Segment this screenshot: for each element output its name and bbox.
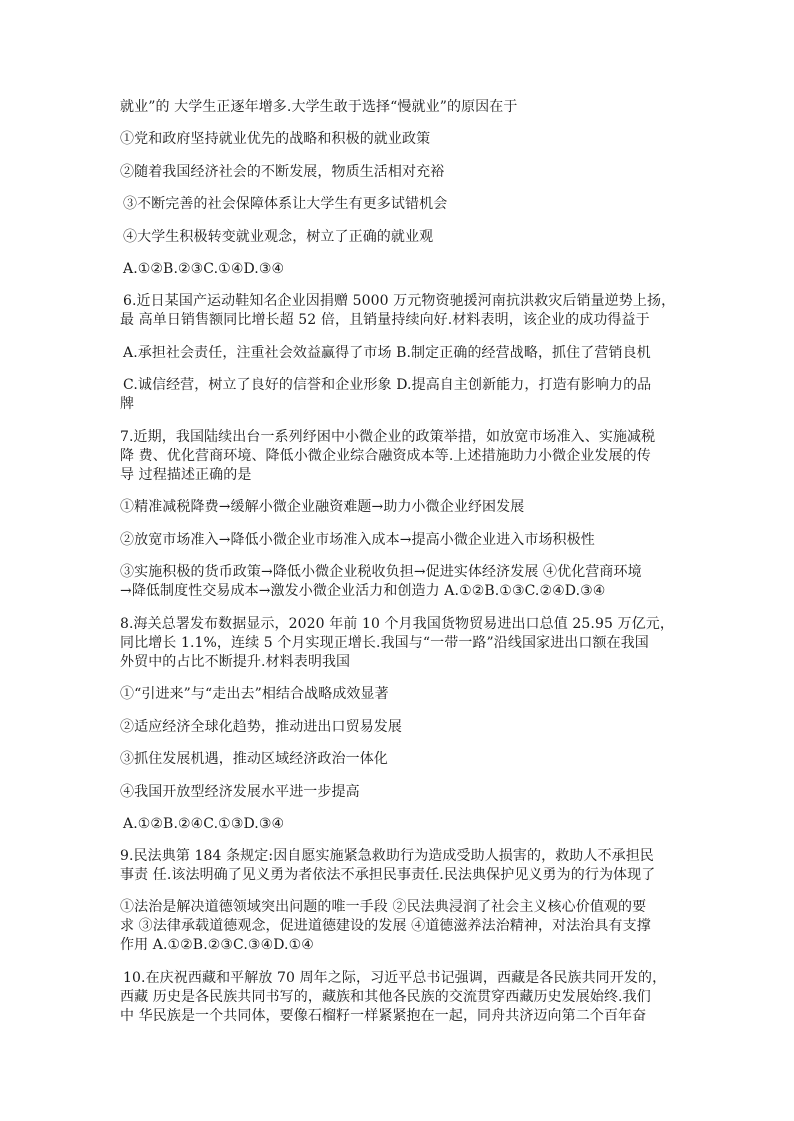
q9-stem-line-1: 9.民法典第 184 条规定:因自愿实施紧急救助行为造成受助人损害的，救助人不承担民 [120, 848, 654, 864]
q5-option-1: ①党和政府坚持就业优先的战略和积极的就业政策 [120, 131, 431, 147]
q7-stem-line-1: 7.近期，我国陆续出台一系列纾困中小微企业的政策举措，如放宽市场准入、实施减税 [120, 429, 656, 445]
q5-option-2: ②随着我国经济社会的不断发展，物质生活相对充裕 [120, 164, 445, 180]
q7-option-4-and-choices: →降低制度性交易成本→激发小微企业活力和创造力 A.①②B.①③C.②④D.③④ [120, 583, 606, 599]
q8-stem-line-1: 8.海关总署发布数据显示，2020 年前 10 个月我国货物贸易进出口总值 25.95 万亿元， [120, 616, 674, 632]
q10-stem-line-2: 西藏 历史是各民族共同书写的，藏族和其他各民族的交流贯穿西藏历史发展始终.我们 [120, 989, 651, 1005]
q6-choices-cd: C.诚信经营，树立了良好的信誉和企业形象 D.提高自主创新能力，打造有影响力的品 [123, 377, 652, 393]
q10-stem-line-3: 中 华民族是一个共同体，要像石榴籽一样紧紧抱在一起，同舟共济迈向第二个百年奋 [120, 1008, 647, 1024]
q8-option-1: ①“引进来”与“走出去”相结合战略成效显著 [120, 686, 389, 702]
q9-options-line-1: ①法治是解决道德领域突出问题的唯一手段 ②民法典浸润了社会主义核心价值观的要 [120, 899, 647, 915]
q5-answer-choices: A.①②B.②③C.①④D.③④ [123, 261, 285, 277]
q7-option-2: ②放宽市场准入→降低小微企业市场准入成本→提高小微企业进入市场积极性 [120, 532, 595, 548]
q7-stem-line-2: 降 费、优化营商环境、降低小微企业综合融资成本等.上述措施助力小微企业发展的传 [120, 448, 651, 464]
q6-stem-line-1: 6.近日某国产运动鞋知名企业因捐赠 5000 万元物资驰援河南抗洪救灾后销量逆势上扬， [123, 293, 676, 309]
q9-options-line-3: 作用 A.①②B.②③C.③④D.①④ [120, 937, 314, 953]
q5-option-4: ④大学生积极转变就业观念，树立了正确的就业观 [123, 229, 434, 245]
text-line-continuation: 就业”的 大学生正逐年增多.大学生敢于选择“慢就业”的原因在于 [120, 99, 518, 115]
q8-option-4: ④我国开放型经济发展水平进一步提高 [120, 784, 360, 800]
q7-option-1: ①精准减税降费→缓解小微企业融资难题→助力小微企业纾困发展 [120, 499, 525, 515]
q8-stem-line-3: 外贸中的占比不断提升.材料表明我国 [120, 654, 351, 670]
q6-stem-line-2: 最 高单日销售额同比增长超 52 倍，且销量持续向好.材料表明，该企业的成功得益于 [120, 312, 650, 328]
q10-stem-line-1: 10.在庆祝西藏和平解放 70 周年之际，习近平总书记强调，西藏是各民族共同开发的， [123, 970, 667, 986]
q9-options-line-2: 求 ③法律承载道德观念，促进道德建设的发展 ④道德滋养法治精神，对法治具有支撑 [120, 918, 651, 934]
q8-option-3: ③抓住发展机遇，推动区域经济政治一体化 [120, 751, 388, 767]
q7-option-3-4: ③实施积极的货币政策→降低小微企业税收负担→促进实体经济发展 ④优化营商环境 [120, 564, 642, 580]
q6-choices-cd-wrap: 牌 [120, 396, 135, 412]
q6-choices-ab: A.承担社会责任，注重社会效益赢得了市场 B.制定正确的经营战略，抓住了营销良机 [123, 345, 651, 361]
q7-stem-line-3: 导 过程描述正确的是 [120, 467, 252, 483]
q8-answer-choices: A.①②B.②④C.①③D.③④ [123, 816, 285, 832]
q8-option-2: ②适应经济全球化趋势，推动进出口贸易发展 [120, 719, 402, 735]
q9-stem-line-2: 事责 任.该法明确了见义勇为者依法不承担民事责任.民法典保护见义勇为的行为体现了 [120, 867, 656, 883]
q5-option-3: ③不断完善的社会保障体系让大学生有更多试错机会 [123, 196, 448, 212]
q8-stem-line-2: 同比增长 1.1%，连续 5 个月实现正增长.我国与“一带一路”沿线国家进出口额在我国 [120, 635, 649, 651]
